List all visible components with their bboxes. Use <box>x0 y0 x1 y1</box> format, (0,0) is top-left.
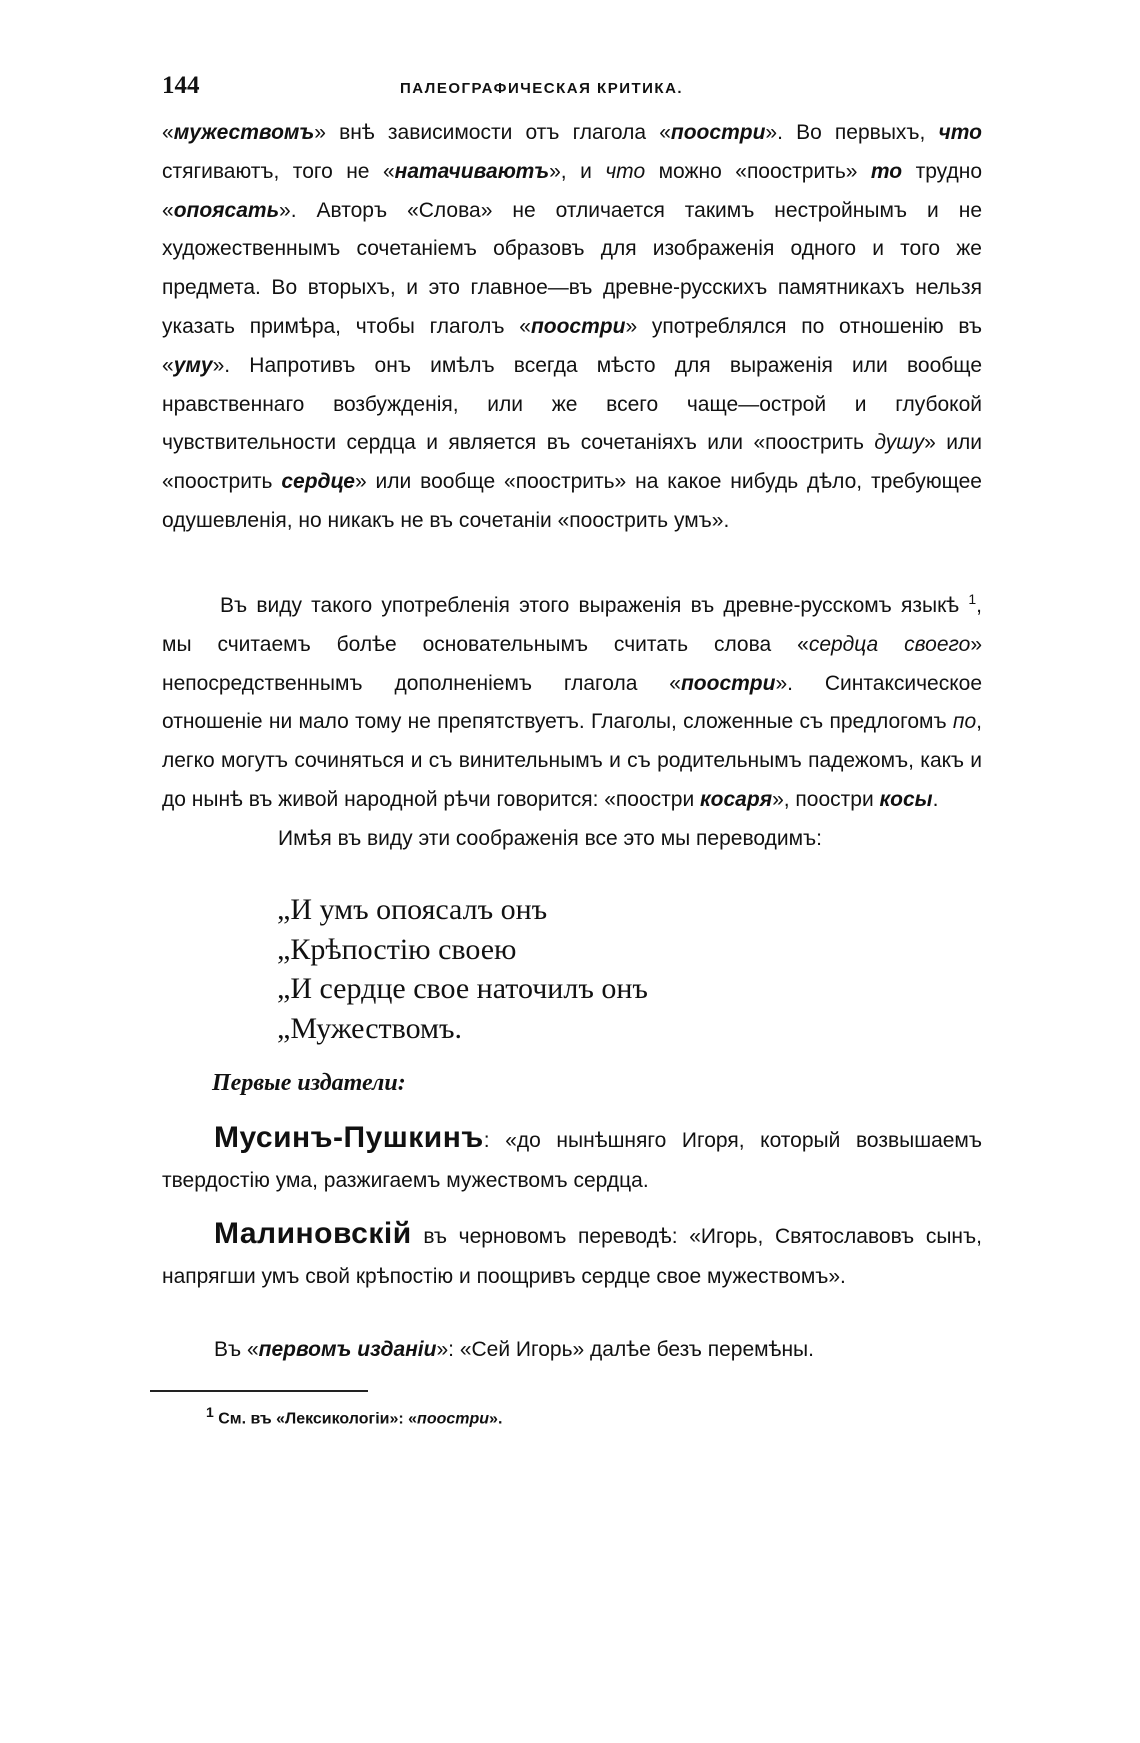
editor-name: Малиновскій <box>214 1217 412 1250</box>
italic-term: по <box>952 710 977 734</box>
footnote-divider <box>150 1390 368 1392</box>
text-segment: стягиваютъ, того не « <box>162 159 395 183</box>
text-segment: Въ виду такого употребленія этого выраженія въ древне-русскомъ языкѣ <box>220 594 969 617</box>
verse-translation <box>277 890 648 1048</box>
text-segment: » или вообще «поострить» на какое нибудь дѣло, требующее одушевленія, но никакъ не въ сочетаніи «поострить умъ». <box>162 470 982 532</box>
footnote-reference: 1 <box>968 591 977 607</box>
text-segment: » употреблялся по отношенію въ « <box>162 314 982 377</box>
italic-term: что <box>938 121 982 144</box>
italic-term: косаря <box>700 787 773 811</box>
editor-name: Мусинъ-Пушкинъ <box>214 1121 484 1154</box>
italic-term: уму <box>173 353 213 377</box>
text-segment: Въ « <box>214 1338 259 1361</box>
page-number: 144 <box>162 72 200 99</box>
page-header <box>162 72 982 108</box>
text-segment: . <box>932 787 939 811</box>
paragraph-1 <box>162 114 982 541</box>
text-segment: » внѣ зависимости отъ глагола « <box>314 121 671 144</box>
text-segment: ». Во первыхъ, <box>765 121 939 144</box>
italic-term: сердца своего <box>808 632 971 656</box>
text-segment: », поостри <box>772 787 880 811</box>
text-segment: ». <box>489 1410 503 1428</box>
italic-term: натачиваютъ <box>394 159 550 183</box>
text-segment: трудно « <box>162 159 982 222</box>
italic-term: что <box>605 159 646 183</box>
text-segment: , мы считаемъ болѣе основательнымъ считать слова « <box>162 594 982 656</box>
text-segment: ». Авторъ «Слова» не отличается такимъ нестройнымъ и не художественнымъ сочетаніемъ образовъ для изображенія одного и того же предмета. Во вторыхъ, и это главное—въ древне-русскихъ памятникахъ нельзя указать примѣра, чтобы глаголъ « <box>162 198 982 338</box>
edition-first <box>162 1330 982 1370</box>
running-head: ПАЛЕОГРАФИЧЕСКАЯ КРИТИКА. <box>400 80 684 97</box>
editors-heading: Первые издатели: <box>212 1070 406 1096</box>
italic-term: мужествомъ <box>173 121 315 144</box>
italic-term: поостри <box>680 671 776 695</box>
text-segment: , легко могутъ сочиняться и съ винительнымъ и съ родительнымъ падежомъ, какъ и до нынѣ въ живой народной рѣчи говорится: «поостри <box>162 710 982 811</box>
text-segment: » непосредственнымъ дополненіемъ глагола « <box>162 632 982 695</box>
italic-term: душу <box>874 431 925 455</box>
verse-line: „Крѣпостію своею <box>277 932 517 966</box>
text-segment: », и <box>549 159 606 183</box>
text-segment: См. въ «Лексикологіи»: « <box>213 1410 418 1428</box>
text-segment: ». Синтаксическое отношеніе ни мало тому не препятствуетъ. Глаголы, сложенные съ предлогомъ <box>162 671 982 734</box>
verse-line: „И сердце свое наточилъ онъ <box>277 972 648 1005</box>
italic-term: опоясать <box>173 198 280 222</box>
italic-term: первомъ изданіи <box>258 1338 437 1361</box>
edition-malinovsky <box>162 1214 982 1297</box>
text-segment: » или «поострить <box>162 431 982 494</box>
edition-musin-pushkin <box>162 1118 982 1201</box>
paragraph-3: Имѣя въ виду эти соображенія все это мы переводимъ: <box>278 826 822 850</box>
text-segment: »: «Сей Игорь» далѣе безъ перемѣны. <box>436 1338 814 1361</box>
italic-term: поостри <box>530 314 626 338</box>
text-segment: « <box>162 121 174 144</box>
text-segment: можно «поострить» <box>645 159 871 183</box>
italic-term: сердце <box>281 470 355 494</box>
italic-term: то <box>870 159 903 183</box>
italic-term: поостри <box>417 1410 490 1428</box>
italic-term: поостри <box>670 121 766 144</box>
footnote <box>206 1404 502 1428</box>
footnote-mark: 1 <box>206 1404 214 1420</box>
italic-term: косы <box>879 787 933 811</box>
verse-line: „И умъ опоясалъ онъ <box>277 893 548 926</box>
paragraph-2 <box>162 580 982 859</box>
verse-line: „Мужествомъ. <box>277 1011 463 1045</box>
edition-text: въ черновомъ переводѣ: «Игорь, Святославовъ сынъ, напрягши умъ свой крѣпостію и поощривъ сердце свое мужествомъ». <box>162 1225 982 1288</box>
text-segment: ». Напротивъ онъ имѣлъ всегда мѣсто для выраженія или вообще нравственнаго возбужденія, или же всего чаще—острой и глубокой чувствительности сердца и является въ сочетаніяхъ или «поострить <box>162 353 982 455</box>
edition-text: : «до нынѣшняго Игоря, который возвышаемъ твердостію ума, разжигаемъ мужествомъ сердца. <box>162 1129 982 1192</box>
